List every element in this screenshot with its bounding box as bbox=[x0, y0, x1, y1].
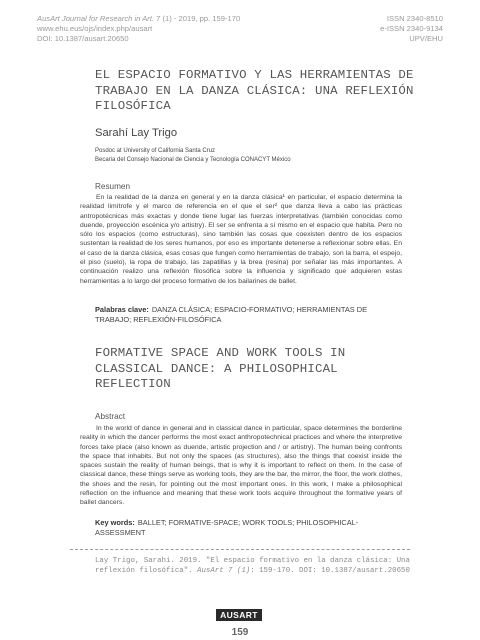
citation-text: Lay Trigo, Sarahí. 2019. "El espacio formativo en la danza clásica: Una reflexión filosófica". bbox=[95, 557, 410, 575]
title-spanish: EL ESPACIO FORMATIVO Y LAS HERRAMIENTAS DE TRABAJO EN LA DANZA CLÁSICA: UNA REFLEXIÓN FILOSÓFICA bbox=[95, 68, 414, 113]
abstract-es-heading: Resumen bbox=[95, 182, 131, 191]
header-left bbox=[37, 14, 240, 44]
citation-rest: : 159-170. DOI: 10.1387/ausart.20650 bbox=[250, 566, 410, 575]
author-affiliation bbox=[95, 147, 395, 165]
citation bbox=[95, 557, 415, 576]
ausart-logo: AUSART bbox=[216, 609, 262, 621]
keywords-en-label: Key words: bbox=[95, 518, 135, 527]
keywords-en bbox=[95, 518, 395, 538]
author-name: Sarahí Lay Trigo bbox=[95, 127, 178, 139]
issn: ISSN 2340-8510 bbox=[386, 14, 443, 23]
journal-issue: 7 (1) - 2019, pp. 159-170 bbox=[154, 14, 241, 23]
affiliation-line-2: Becaria del Consejo Nacional de Ciencia y Tecnología CONACYT México bbox=[95, 157, 291, 163]
journal-name: AusArt Journal for Research in Art. bbox=[37, 14, 155, 23]
abstract-en-heading: Abstract bbox=[95, 412, 126, 421]
publisher: UPV/EHU bbox=[409, 34, 443, 43]
journal-line bbox=[37, 14, 240, 24]
page-number: 159 bbox=[231, 627, 249, 638]
keywords-en-text: BALLET; FORMATIVE-SPACE; WORK TOOLS; PHILOSOPHICAL-ASSESSMENT bbox=[95, 518, 359, 537]
keywords-es-text: DANZA CLÁSICA; ESPACIO-FORMATIVO; HERRAMIENTAS DE TRABAJO; REFLEXIÓN-FILOSÓFICA bbox=[95, 305, 368, 324]
affiliation-line-1: Posdoc at University of California Santa Cruz bbox=[95, 148, 216, 154]
keywords-es-label: Palabras clave: bbox=[95, 305, 149, 314]
header-right bbox=[380, 14, 443, 44]
citation-source: AusArt 7 (1) bbox=[197, 566, 251, 575]
abstract-en-text: In the world of dance in general and in classical dance in particular, space determines the borderline reality in which the dancer performs the most exact anthropotechnical practices and where the interpretive forces take place (also known as duende, artistic projection and / or artistry). The human being confronts the space that inhabits. But not only the spaces (as structures), also the things that coexist inside the spaces sustain the reality of human beings, that is why it is important to reflect on them. In the case of classical dance, these things serve as working tools, they are the bar, the mirror, the floor, the work clothes, the shoes and the resin, for pointing out the most important ones. In this work, I make a philosophical reflection on the influence and meaning that these work tools acquire throughout the formative years of ballet dancers. bbox=[80, 425, 402, 507]
title-english: FORMATIVE SPACE AND WORK TOOLS IN CLASSICAL DANCE: A PHILOSOPHICAL REFLECTION bbox=[95, 346, 346, 391]
keywords-es bbox=[95, 305, 400, 325]
journal-url[interactable]: www.ehu.eus/ojs/index.php/ausart bbox=[37, 24, 153, 33]
journal-doi: DOI: 10.1387/ausart.20650 bbox=[37, 34, 129, 43]
eissn: e-ISSN 2340-9134 bbox=[380, 24, 443, 33]
abstract-es-text: En la realidad de la danza en general y en la danza clásica¹ en particular, el espacio determina la realidad limítrofe y el marco de referencia en el que el ser² que danza lleva a cabo las prácticas antropotécnicas más exactas y donde tiene lugar las fuerzas interpretativas (también conocidas como duende, proyección escénica y/o artistry). El ser se enfrenta a sí mismo en el espacio que habita. Pero no sólo los espacios (como estructuras), sino también las cosas que coexisten dentro de los espacios sustentan la realidad de los seres humanos, por eso es importante detenerse a reflexionar sobre ellas. En el caso de la danza clásica, esas cosas que fungen como herramientas de trabajo, son la barra, el espejo, el piso (suelo), la ropa de trabajo, las zapatillas y la brea (resina) por señalar las más importantes. A continuación realizo una reflexión filosófica sobre la influencia y significado que adquieren estas herramientas a lo largo del proceso formativo de los bailarines de ballet. bbox=[80, 194, 402, 285]
footer-divider bbox=[70, 549, 410, 550]
